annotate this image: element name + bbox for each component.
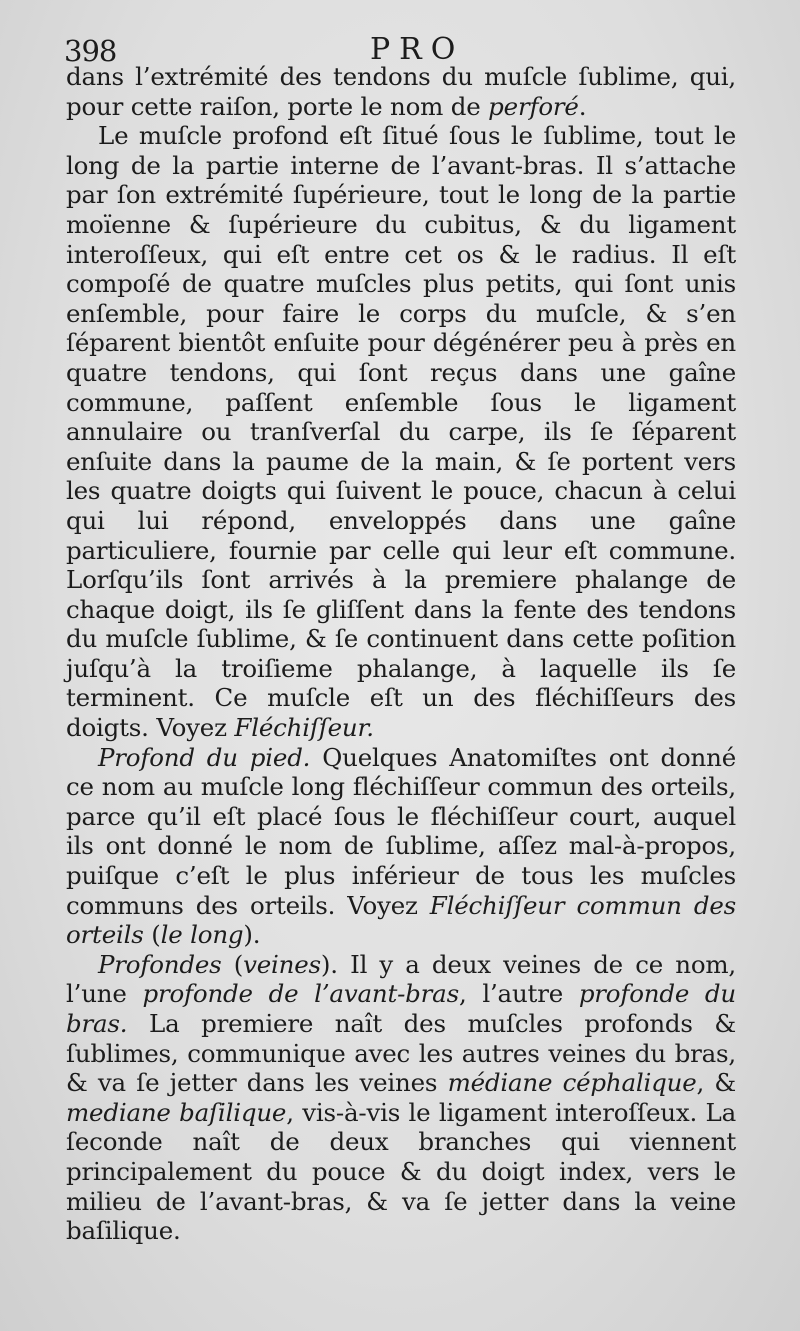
italic-text: le long [160,920,244,950]
italic-text: perforé [488,91,579,121]
paragraph [66,743,736,950]
text-run: ). [243,920,261,950]
text-run: dans l’extrémité des tendons du muſcle ſublime, qui, pour cette raiſon, porte le nom de [66,62,736,121]
italic-text: Fléchiſſeur commun des orteils [66,890,736,950]
text-run: La premiere naît des muſcles profonds & ſublimes, communique avec les autres veines du bras, & va ſe jetter dans les veines [66,1009,736,1098]
italic-text: profonde du bras. [66,979,736,1038]
text-run: , & [696,1068,736,1098]
italic-text: profonde de l’avant-bras [142,979,459,1009]
text-run: Le muſcle profond eſt ſitué ſous le ſublime, tout le long de la partie interne de l’avant-bras. Il s’attache par ſon extrémité ſupérieure, tout le long de la partie moïenne & ſupérieure du cubitus, & du ligament interoſſeux, qui eſt entre cet os & le radius. Il eſt compoſé de quatre muſcles plus petits, qui ſont unis enſemble, pour faire le corps du muſcle, & s’en ſéparent bientôt enſuite pour dégénérer peu à près en quatre tendons, qui ſont reçus dans une gaîne commune, paſſent enſemble ſous le ligament annulaire ou tranſverſal du carpe, ils ſe ſéparent enſuite dans la paume de la main, & ſe portent vers les quatre doigts qui ſuivent le pouce, chacun à celui qui lui répond, enveloppés dans une gaîne particuliere, fournie par celle qui leur eſt commune. Lorſqu’ils ſont arrivés à la premiere phalange de chaque doigt, ils ſe gliſſent dans la fente des tendons du muſcle ſublime, & ſe continuent dans cette poſition juſqu’à la troiſieme phalange, à laquelle ils ſe terminent. Ce muſcle eſt un des fléchiſſeurs des doigts. Voyez [66,121,736,743]
text-run: ( [221,949,244,979]
paragraph [66,121,736,742]
text-run: , vis-à-vis le ligament interoſſeux. La ſeconde naît de deux branches qui viennent principalement du pouce & du doigt index, vers le milieu de l’avant-bras, & va ſe jetter dans la veine baſilique. [66,1097,736,1246]
italic-text: Profond du pied. [98,742,311,772]
text-run: , l’autre [458,979,579,1009]
running-head: PRO [370,32,465,67]
body-text [66,62,736,1246]
italic-text: Profondes [98,949,222,979]
page-number: 398 [64,34,117,68]
italic-text: Fléchiſſeur. [234,713,374,743]
text-run: ). Il y a deux veines de ce nom, l’une [66,949,737,1009]
text-run: ( [143,920,161,950]
italic-text: médiane céphalique [447,1068,697,1098]
paragraph [66,950,736,1246]
italic-text: mediane baſilique [66,1097,287,1127]
italic-text: veines [243,949,321,979]
text-run: . [578,91,587,121]
text-run: Quelques Anatomiſtes ont donné ce nom au muſcle long fléchiſſeur commun des orteils, parce qu’il eſt placé ſous le fléchiſſeur court, auquel ils ont donné le nom de ſublime, aſſez mal-à-propos, puiſque c’eſt le plus inférieur de tous les muſcles communs des orteils. Voyez [66,742,736,920]
paragraph [66,62,736,121]
